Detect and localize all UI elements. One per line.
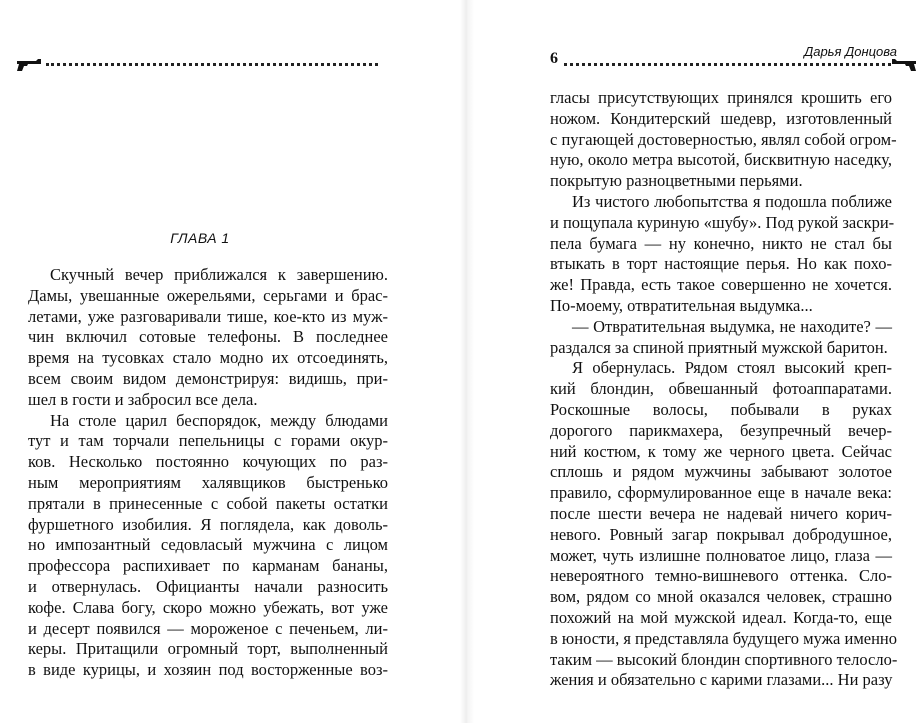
- text-line: ножом. Кондитерский шедевр, изготовленный: [550, 108, 892, 128]
- text-line: сплошь и рядом мужчины забывают золотое: [550, 462, 892, 482]
- header-rule: [16, 58, 388, 72]
- text-line: гласы присутствующих принялся крошить его: [550, 88, 892, 107]
- text-line: тут и там торчали пепельницы с горами окур-: [28, 431, 388, 451]
- text-line: может, чуть излишне полноватое лицо, глаза —: [550, 545, 892, 565]
- left-page: [12, 0, 400, 723]
- text-line: таким — высокий блондин спортивного телосло-: [550, 649, 898, 669]
- dotted-line: [46, 63, 378, 68]
- text-line: кофе. Слава богу, скоро можно убежать, вот уже: [28, 597, 388, 617]
- text-line: ную, около метра высотой, бисквитную наседку,: [550, 150, 892, 170]
- text-line: чин включил сотовые телефоны. В последнее: [28, 327, 388, 347]
- text-line: ным мероприятиям халявщиков быстренько: [28, 472, 388, 492]
- text-line: покрытую разноцветными перьями.: [550, 171, 803, 191]
- text-line: Я обернулась. Рядом стоял высокий креп-: [572, 358, 892, 378]
- dotted-line: [564, 63, 891, 68]
- text-line: невого. Ровный загар покрывал добродушное,: [550, 524, 892, 544]
- text-line: но импозантный седовласый мужчина с лицом: [28, 535, 388, 555]
- text-line: всем своим видом демонстрируя: видишь, при-: [28, 368, 388, 388]
- text-line: и отвернулась. Официанты начали разносить: [28, 576, 388, 596]
- text-line: правило, сформулированное еще в начале века:: [550, 483, 892, 503]
- right-page: [540, 0, 917, 723]
- page-number: 6: [550, 50, 558, 67]
- text-line: и десерт появился — мороженое с печеньем, ли-: [28, 618, 388, 638]
- header-rule: [540, 58, 917, 72]
- text-line: кий блондин, обвешанный фотоаппаратами.: [550, 379, 892, 399]
- text-line: керы. Притащили огромный торт, выполненный: [28, 639, 388, 659]
- text-line: с пугающей достоверностью, являл собой огром-: [550, 129, 897, 149]
- text-line: раздался за спиной приятный мужской баритон.: [550, 337, 888, 357]
- text-line: похожий на мой мужской идеал. Когда-то, еще: [550, 607, 892, 627]
- text-line: ков. Несколько постоянно кочующих по раз-: [28, 452, 388, 472]
- right-page-text: [550, 88, 898, 691]
- text-line: в юности, я представляла будущего мужа именно: [550, 628, 897, 648]
- text-line: прятали в принесенные с собой пакеты остатки: [28, 493, 388, 513]
- text-line: после шести вечера не надевай ничего корич-: [550, 503, 892, 523]
- text-line: вом, рядом со мной оказался человек, страшно: [550, 587, 892, 607]
- left-page-text: [28, 265, 388, 681]
- running-header-author: Дарья Донцова: [804, 44, 897, 59]
- text-line: шел в гости и забросил все дела.: [28, 389, 258, 409]
- text-line: Роскошные волосы, побывали в руках: [550, 399, 892, 419]
- text-line: На столе царил беспорядок, между блюдами: [50, 410, 388, 430]
- text-line: в виде курицы, и хозяин под восторженные воз-: [28, 660, 388, 680]
- text-line: пела бумага — ну конечно, никто не стал бы: [550, 233, 892, 253]
- text-line: фуршетного изобилия. Я поглядела, как доволь-: [28, 514, 388, 534]
- chapter-title: ГЛАВА 1: [170, 230, 230, 246]
- text-line: Дамы, увешанные ожерельями, серьгами и брас-: [28, 285, 388, 305]
- text-line: невероятного темно-вишневого оттенка. Сло-: [550, 566, 892, 586]
- text-line: По-моему, отвратительная выдумка...: [550, 295, 813, 315]
- text-line: Скучный вечер приближался к завершению.: [50, 265, 388, 284]
- text-line: втыкать в торт настоящие перья. Но как похо-: [550, 254, 892, 274]
- text-line: — Отвратительная выдумка, не находите? —: [572, 316, 892, 336]
- text-line: же! Правда, есть такое совершенно не хочется.: [550, 275, 892, 295]
- text-line: жения и обязательно с карими глазами... Ни разу: [550, 670, 893, 690]
- text-line: Из чистого любопытства я подошла поближе: [572, 191, 892, 211]
- text-line: дорогого парикмахера, безупречный вечер-: [550, 420, 892, 440]
- text-line: время на тусовках стало модно их отсоединять,: [28, 348, 388, 368]
- pistol-icon: [16, 58, 42, 72]
- text-line: летами, уже разговаривали тише, кое-кто из муж-: [28, 306, 388, 326]
- text-line: ний костюм, к тому же черного цвета. Сейчас: [550, 441, 892, 461]
- text-line: профессора распихивает по карманам бананы,: [28, 556, 388, 576]
- pistol-icon: [891, 58, 917, 72]
- text-line: и пощупала куриную «шубу». Под рукой заскри-: [550, 212, 895, 232]
- book-spine-shadow: [460, 0, 474, 723]
